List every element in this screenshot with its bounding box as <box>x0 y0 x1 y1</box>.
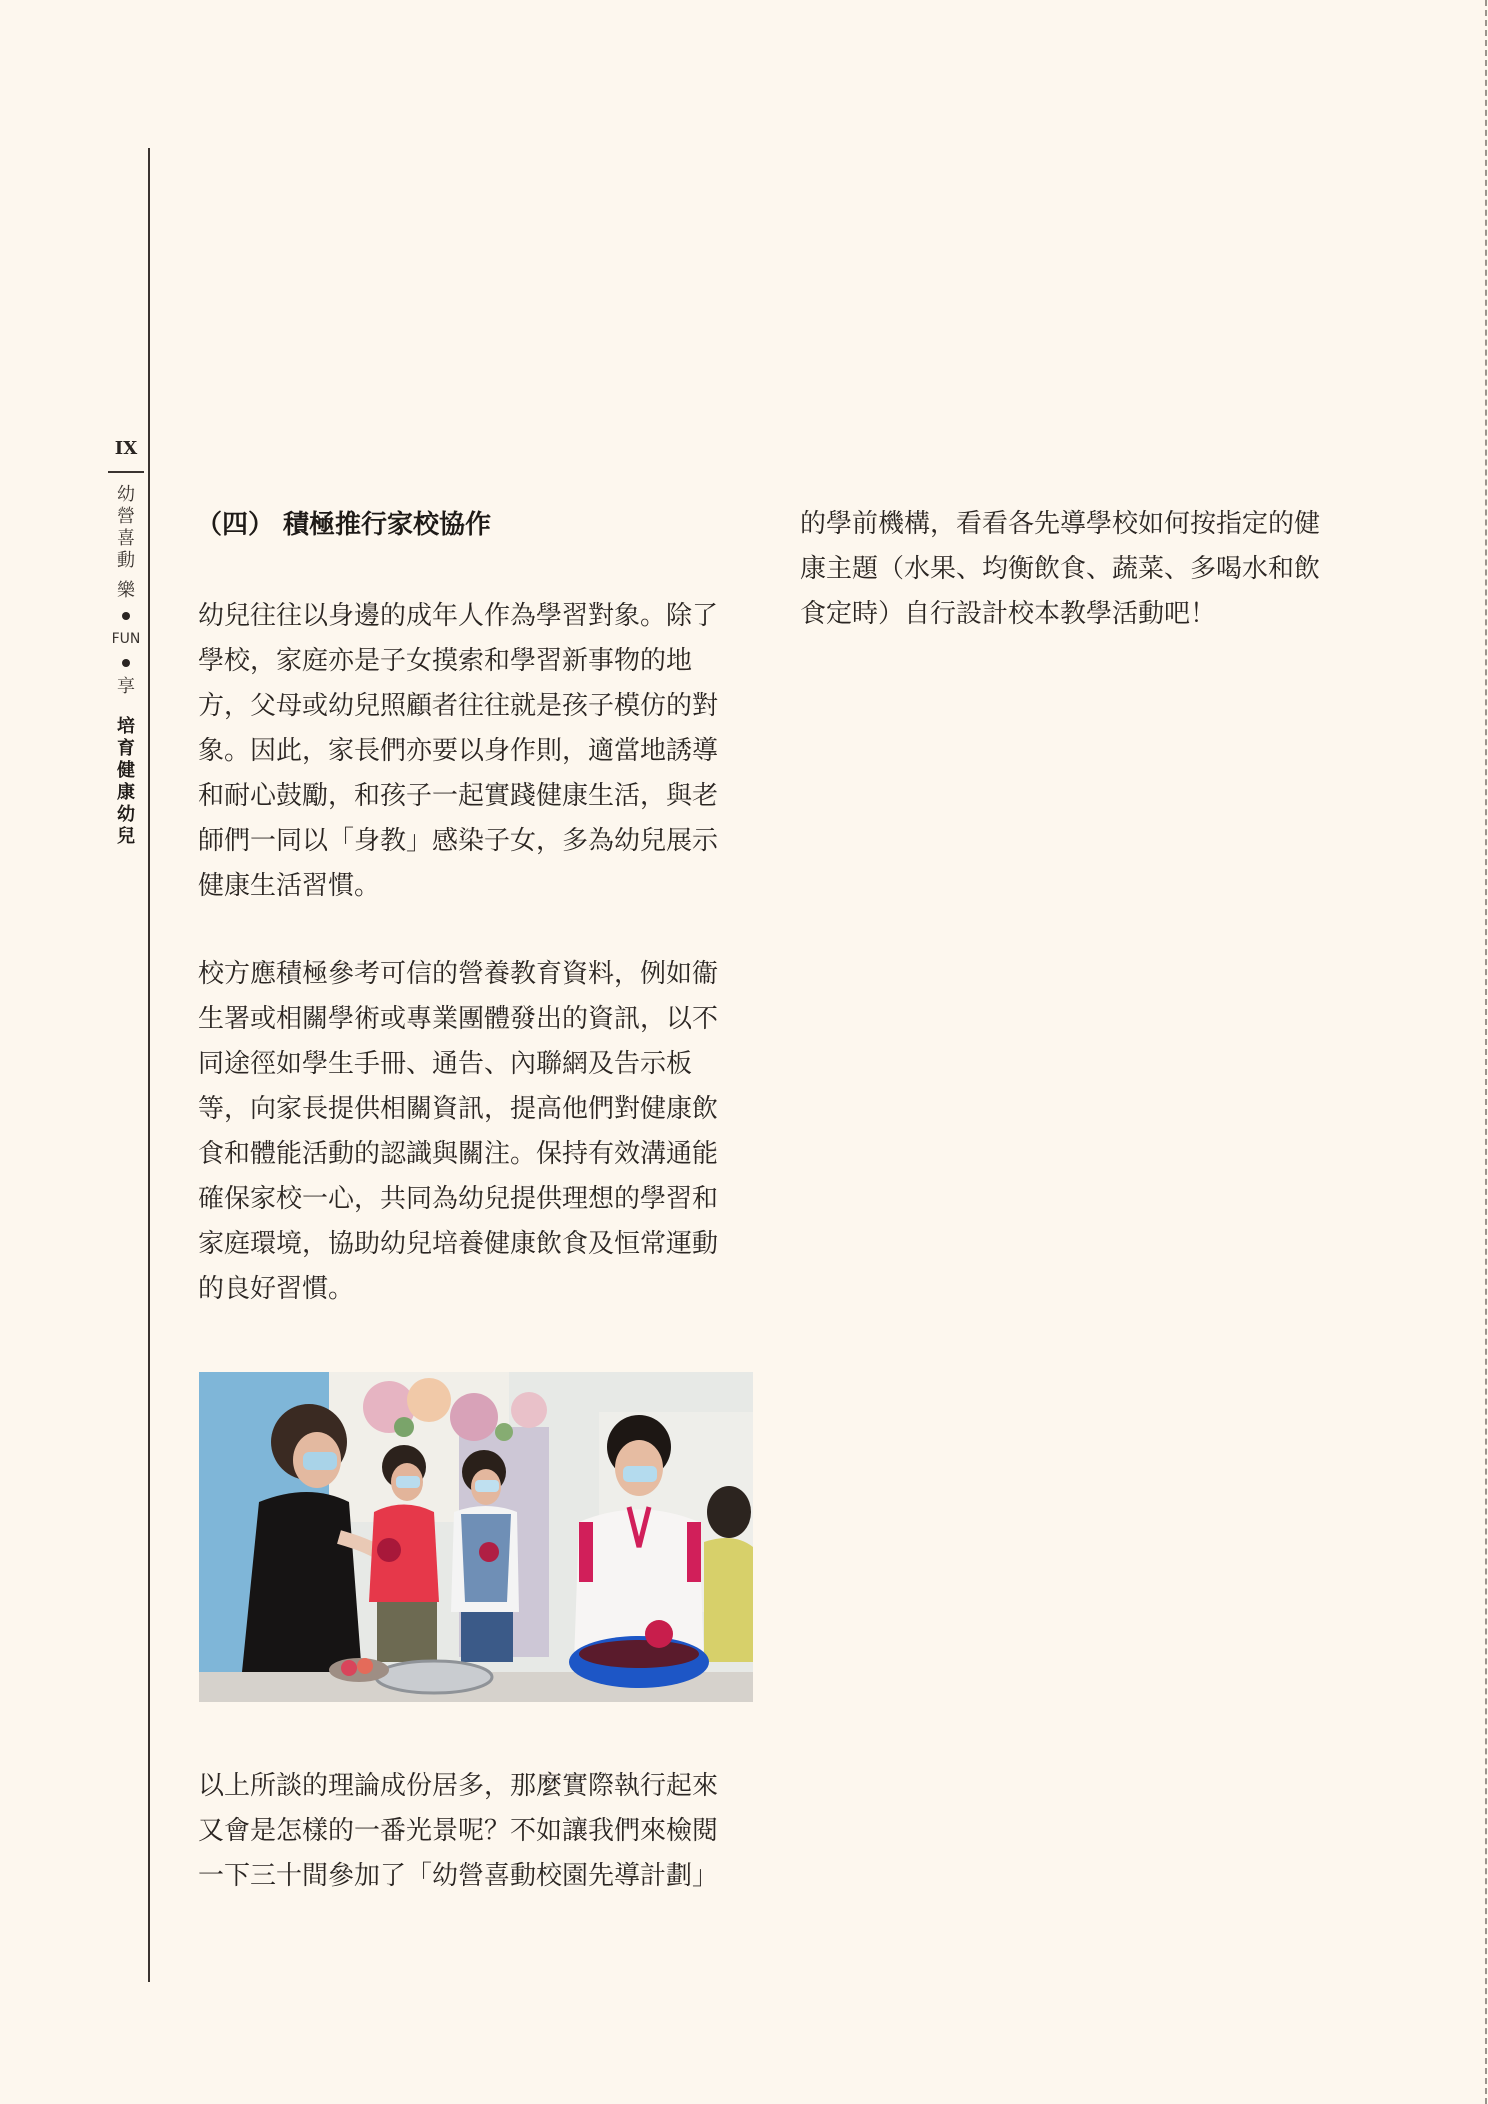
text-line: 家庭環境，協助幼兒培養健康飲食及恒常運動 <box>198 1229 719 1259</box>
photo-fruit-preparation <box>199 1372 753 1702</box>
side-subtitle-char: 健 <box>117 760 135 781</box>
side-subtitle-char: 培 <box>117 716 135 737</box>
paragraph-family-role <box>198 594 758 909</box>
side-subtitle-char: 育 <box>117 738 135 759</box>
text-line: 又會是怎樣的一番光景呢？不如讓我們來檢閱 <box>198 1816 719 1846</box>
text-line: 一下三十間參加了「幼營喜動校園先導計劃」 <box>198 1861 719 1891</box>
side-title-char: 樂 <box>117 580 135 601</box>
text-line: 同途徑如學生手冊、通告、內聯網及告示板 <box>198 1049 693 1079</box>
bullet-dot-icon <box>122 659 130 667</box>
text-line: 食和體能活動的認識與關注。保持有效溝通能 <box>198 1139 719 1169</box>
side-subtitle-char: 幼 <box>117 804 135 825</box>
side-title-char: 喜 <box>117 528 135 549</box>
text-line: 以上所談的理論成份居多，那麼實際執行起來 <box>198 1771 719 1801</box>
text-line: 學校，家庭亦是子女摸索和學習新事物的地 <box>198 646 693 676</box>
text-line: 等，向家長提供相關資訊，提高他們對健康飲 <box>198 1094 719 1124</box>
text-line: 健康生活習慣。 <box>198 871 381 901</box>
side-title <box>108 484 144 848</box>
text-line: 康主題（水果、均衡飲食、蔬菜、多喝水和飲 <box>800 554 1321 584</box>
text-line: 確保家校一心，共同為幼兒提供理想的學習和 <box>198 1184 719 1214</box>
side-subtitle-char: 康 <box>117 782 135 803</box>
text-line: 生署或相關學術或專業團體發出的資訊，以不 <box>198 1004 719 1034</box>
side-title-fun: FUN <box>111 631 141 647</box>
text-line: 師們一同以「身教」感染子女，多為幼兒展示 <box>198 826 719 856</box>
text-line: 的良好習慣。 <box>198 1274 355 1304</box>
bullet-dot-icon <box>122 612 130 620</box>
section-rule <box>108 471 144 473</box>
text-line: 校方應積極參考可信的營養教育資料，例如衞 <box>198 959 719 989</box>
text-line: 方，父母或幼兒照顧者往往就是孩子模仿的對 <box>198 691 719 721</box>
text-line: 幼兒往往以身邊的成年人作為學習對象。除了 <box>198 601 719 631</box>
side-title-char: 動 <box>117 550 135 571</box>
side-title-char: 營 <box>117 506 135 527</box>
paragraph-school-role <box>198 952 758 1312</box>
side-title-char: 幼 <box>117 484 135 505</box>
section-heading: （四） 積極推行家校協作 <box>196 510 492 540</box>
side-title-enjoy: 享 <box>117 676 135 697</box>
section-number: IX <box>114 438 138 459</box>
text-line: 的學前機構，看看各先導學校如何按指定的健 <box>800 509 1321 539</box>
trim-line <box>1485 0 1487 2104</box>
paragraph-right-column <box>800 502 1360 637</box>
text-line: 食定時）自行設計校本教學活動吧！ <box>800 599 1217 629</box>
text-line: 象。因此，家長們亦要以身作則，適當地誘導 <box>198 736 719 766</box>
side-subtitle-char: 兒 <box>117 826 135 847</box>
text-line: 和耐心鼓勵，和孩子一起實踐健康生活，與老 <box>198 781 719 811</box>
paragraph-transition <box>198 1764 758 1899</box>
side-rule <box>148 148 150 1982</box>
